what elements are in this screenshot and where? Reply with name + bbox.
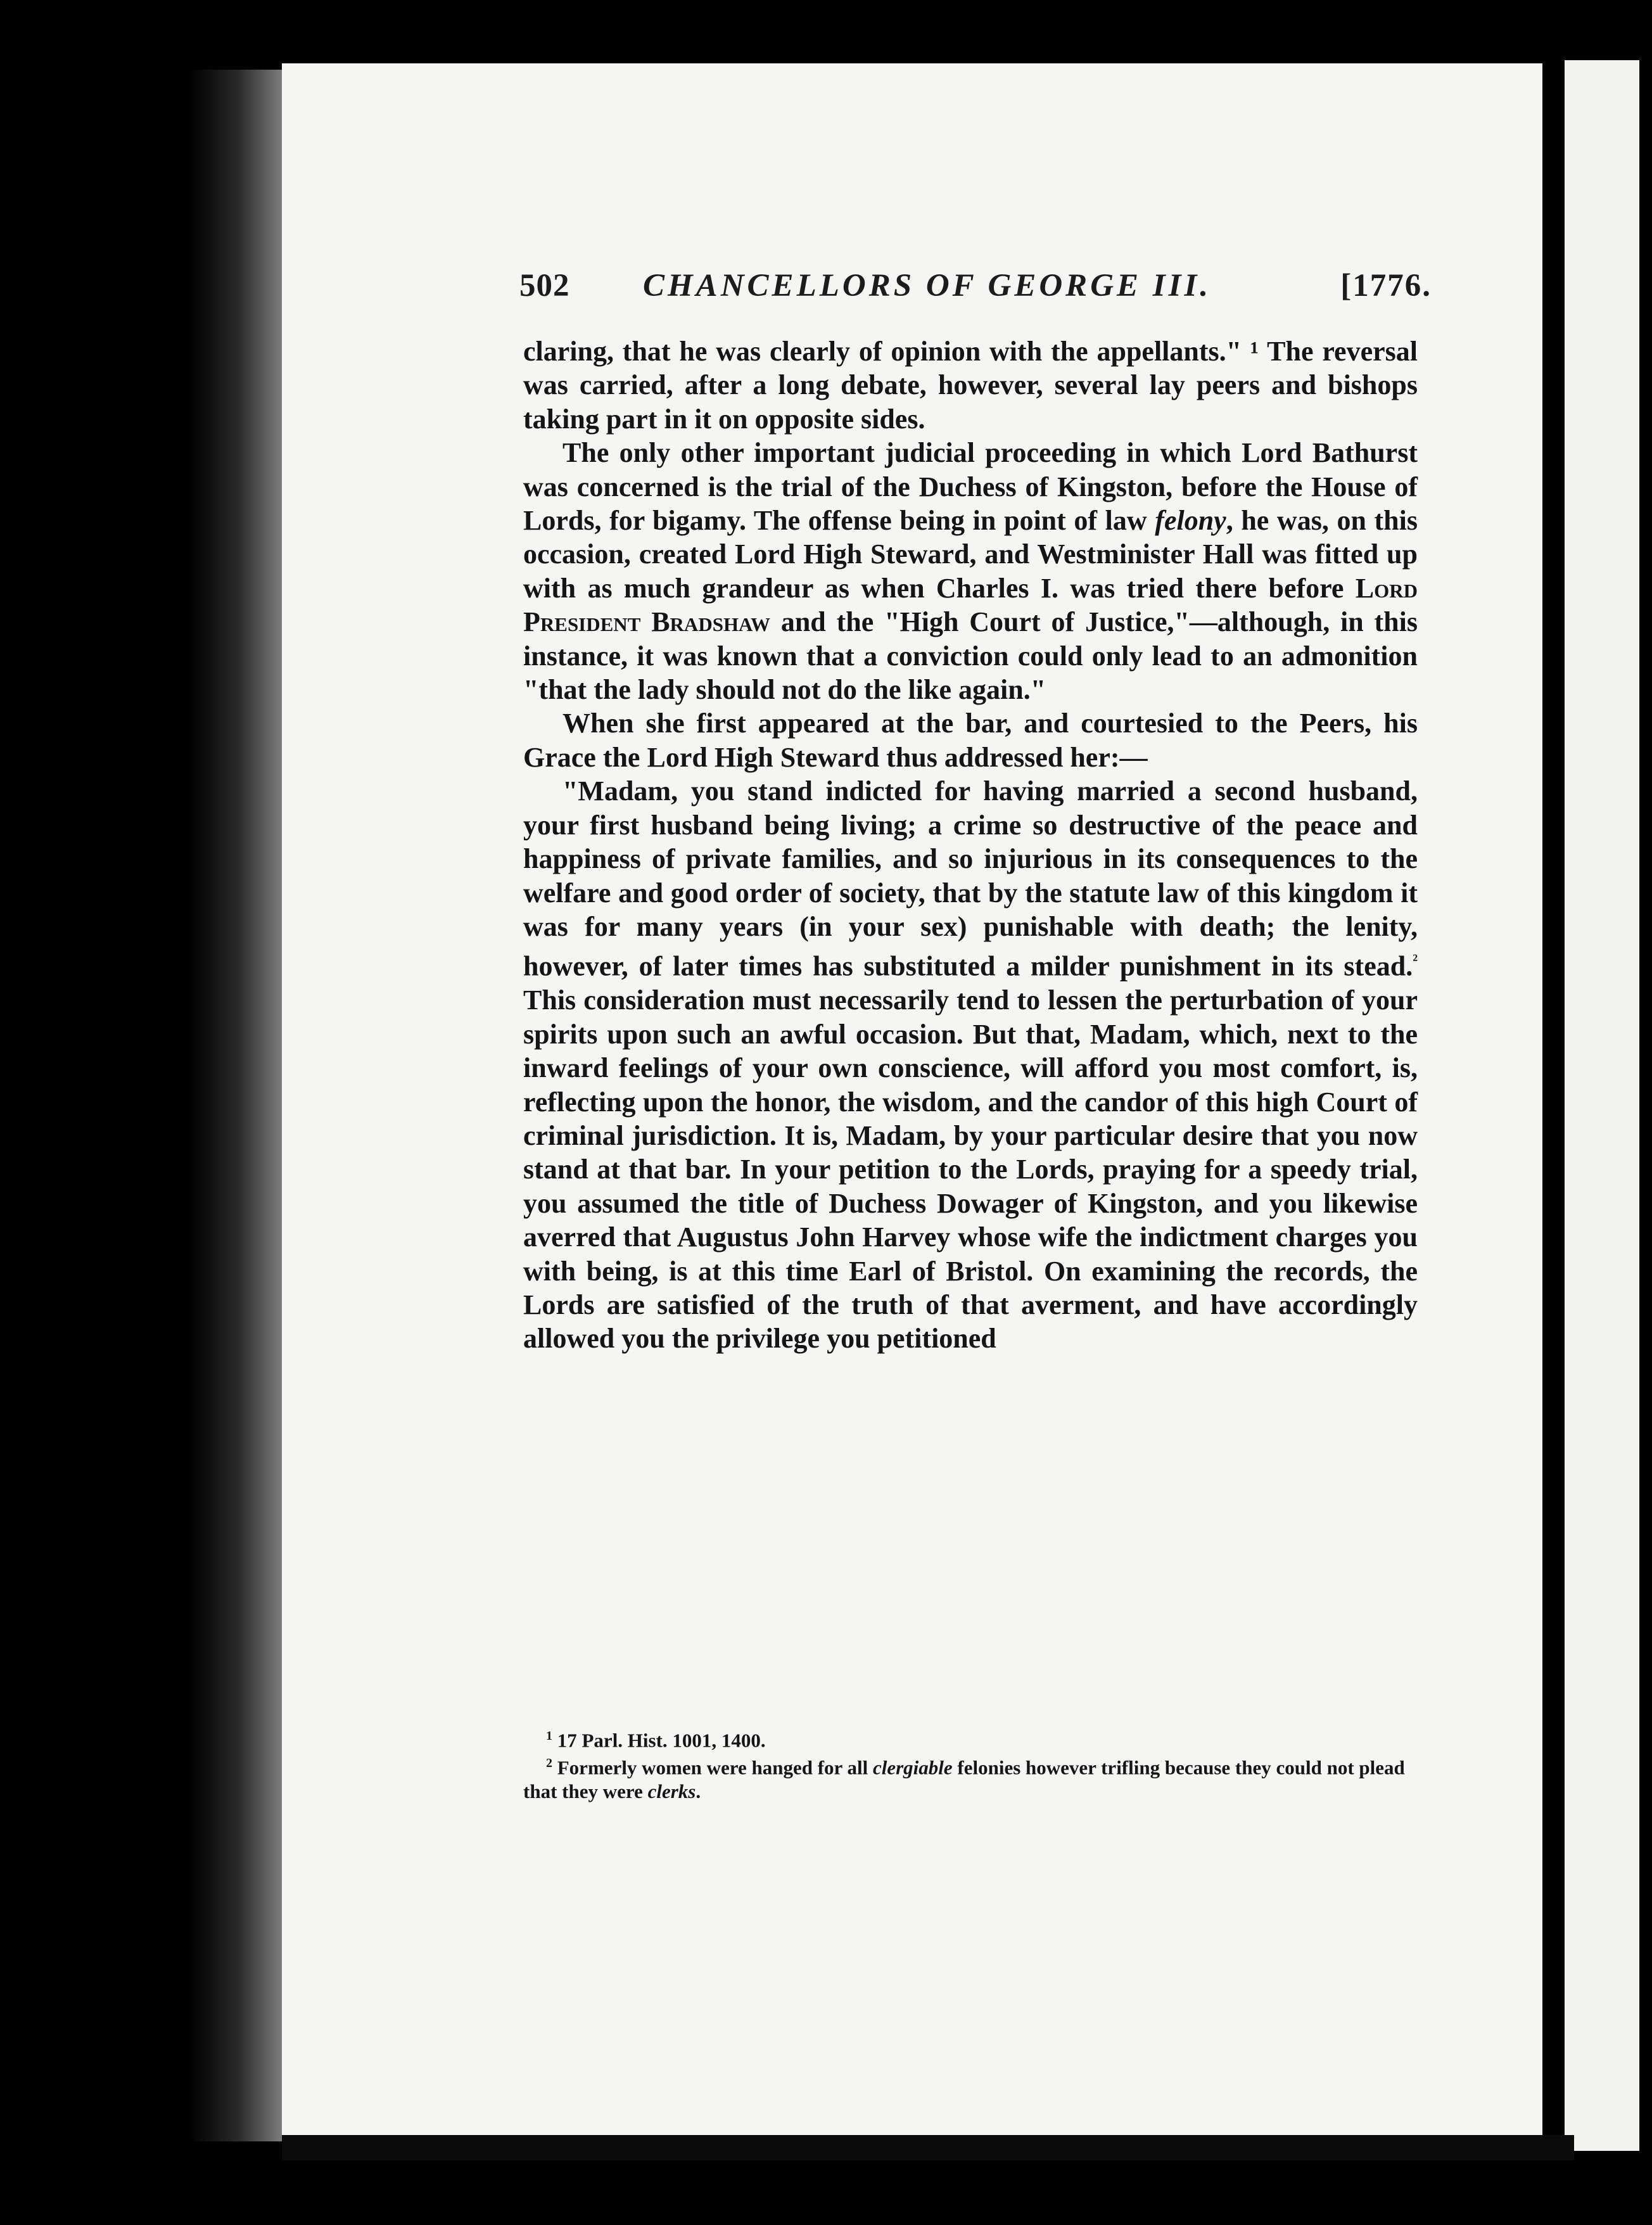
- footnote-2-mark: 2: [546, 1756, 552, 1771]
- running-title: CHANCELLORS OF GEORGE III.: [643, 268, 1212, 303]
- paragraph-1: claring, that he was clearly of opinion with the appellants." ¹ The reversal was carried, after a long debate, however, several lay peers and bishops taking part in it on opposite sides.: [523, 336, 1418, 435]
- footnote-2-text-b: felonies however trifling because they could not plead that they were: [523, 1756, 1405, 1802]
- italic-clergiable: clergiable: [872, 1756, 953, 1779]
- paragraph-4-text-a: "Madam, you stand indicted for having married a second husband, your first husband being living; a crime so destructive of the peace and happiness of private families, and so injurious in its consequences to the welfare and good order of society, that by the statute law of this kingdom it was for many years (in your sex) punishable with death; the lenity, however, of later times has substituted a milder punishment in its stead.: [523, 775, 1418, 982]
- footnotes: [523, 1725, 1418, 1803]
- bottom-border: [282, 2135, 1574, 2160]
- paragraph-2-text-b: , he was, on this occasion, created Lord High Steward, and Westminister Hall was fitted up with as much grandeur as when Charles I. was tried there before: [523, 505, 1418, 604]
- italic-clerks: clerks: [647, 1780, 696, 1802]
- footnote-1-mark: 1: [546, 1729, 552, 1743]
- body-text: [523, 335, 1418, 1356]
- lord-president-bradshaw: Lord President Bradshaw: [523, 572, 1418, 638]
- footnote-1: [523, 1725, 1418, 1752]
- footnote-ref-2: ²: [1413, 951, 1418, 970]
- italic-felony: felony: [1155, 505, 1226, 537]
- running-year: [1776.: [1340, 268, 1432, 303]
- paragraph-2-text-a: The only other important judicial proceeding in which Lord Bathurst was concerned is the trial of the Duchess of Kingston, before the House of Lords, for bigamy. The offense being in point of law: [523, 437, 1418, 537]
- paragraph-2-text-c: and the "High Court of Justice,"—although, in this instance, it was known that a conviction could only lead to an admonition "that the lady should not do the like again.": [523, 606, 1418, 706]
- paragraph-2: [523, 436, 1418, 706]
- paragraph-4-text-b: This consideration must necessarily tend to lessen the perturbation of your spirits upon such an awful occasion. But that, Madam, which, next to the inward feelings of your own conscience, will afford you most comfort, is, reflecting upon the honor, the wisdom, and the candor of this high Court of criminal jurisdiction. It is, Madam, by your particular desire that you now stand at that bar. In your petition to the Lords, praying for a speedy trial, you assumed the title of Duchess Dowager of Kingston, and you likewise averred that Augustus John Harvey whose wife the indictment charges you with being, is at this time Earl of Bristol. On examining the records, the Lords are satisfied of the truth of that averment, and have accordingly allowed you the privilege you petitioned: [523, 985, 1418, 1355]
- footnote-2: [523, 1752, 1418, 1802]
- facing-page-edge: [1565, 60, 1639, 2151]
- footnote-2-text-a: Formerly women were hanged for all: [557, 1756, 873, 1779]
- paragraph-4: [523, 774, 1418, 1356]
- footnote-2-text-c: .: [696, 1780, 701, 1802]
- running-head: [519, 267, 1432, 310]
- paragraph-3: When she first appeared at the bar, and courtesied to the Peers, his Grace the Lord High Steward thus addressed her:—: [523, 708, 1418, 773]
- footnote-1-text: 17 Parl. Hist. 1001, 1400.: [557, 1729, 766, 1752]
- page-number: 502: [519, 268, 570, 303]
